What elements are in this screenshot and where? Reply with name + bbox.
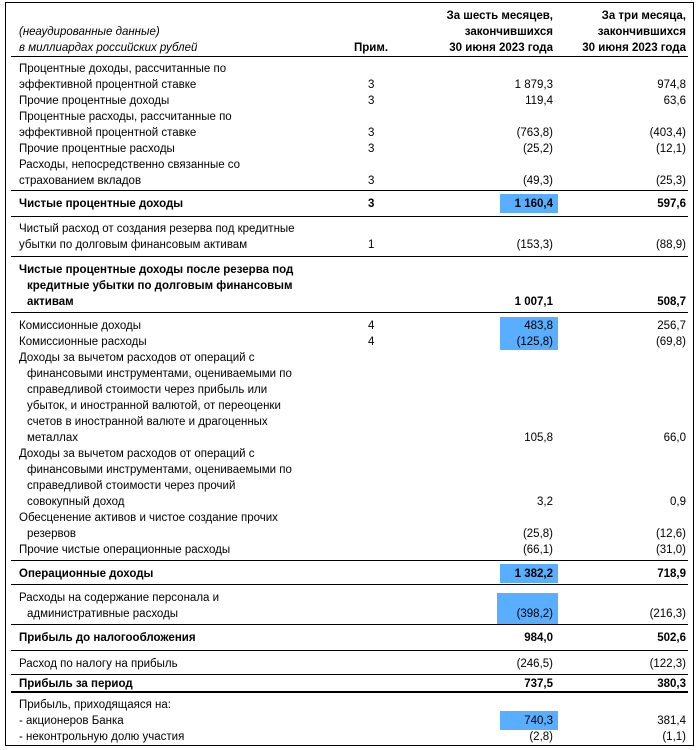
row-value-three-months: 380,3 bbox=[657, 678, 686, 690]
row-note: 4 bbox=[368, 336, 375, 348]
row-value-three-months: (403,4) bbox=[649, 127, 686, 139]
row-value-three-months: 66,0 bbox=[663, 432, 686, 444]
row-label: финансовыми инструментами, оцениваемыми по bbox=[27, 464, 292, 476]
row-value-three-months: 974,8 bbox=[657, 79, 686, 91]
row-note: 3 bbox=[368, 143, 375, 155]
row-note: 3 bbox=[368, 127, 375, 139]
row-label: резервов bbox=[27, 528, 76, 540]
separator bbox=[11, 190, 688, 191]
row-value-six-months: (49,3) bbox=[522, 175, 553, 187]
header-caption-unaudited: (неаудированные данные) bbox=[19, 26, 160, 38]
row-label: Чистые процентные доходы bbox=[19, 198, 184, 210]
row-label: Доходы за вычетом расходов от операций с bbox=[19, 352, 255, 364]
row-label: убытки по долговым финансовым активам bbox=[19, 239, 248, 251]
row-value-six-months: (66,1) bbox=[522, 544, 553, 556]
separator bbox=[11, 624, 688, 625]
row-value-three-months: (12,6) bbox=[655, 528, 686, 540]
row-value-six-months: (246,5) bbox=[516, 658, 553, 670]
row-label: убыток, и иностранной валютой, от переоценки bbox=[27, 400, 281, 412]
row-label: - неконтрольную долю участия bbox=[19, 731, 185, 743]
row-value-six-months: 1 382,2 bbox=[514, 568, 553, 580]
separator bbox=[11, 560, 688, 561]
row-label: металлах bbox=[27, 432, 79, 444]
row-value-six-months: (25,2) bbox=[522, 143, 553, 155]
separator bbox=[11, 674, 688, 675]
row-label: Прочие процентные доходы bbox=[19, 95, 170, 107]
row-value-six-months: 483,8 bbox=[524, 320, 553, 332]
row-label: справедливой стоимости через прочий bbox=[27, 480, 236, 492]
row-label: совокупный доход bbox=[27, 496, 125, 508]
row-label: - акционеров Банка bbox=[19, 715, 124, 727]
row-value-six-months: (125,8) bbox=[516, 336, 553, 348]
row-value-six-months: (25,8) bbox=[522, 528, 553, 540]
row-value-six-months: (763,8) bbox=[516, 127, 553, 139]
row-value-six-months: 1 007,1 bbox=[514, 296, 553, 308]
row-value-three-months: 0,9 bbox=[670, 496, 686, 508]
row-value-three-months: 256,7 bbox=[657, 320, 686, 332]
header-six-months-line1: За шесть месяцев, bbox=[446, 10, 553, 22]
row-label: Расход по налогу на прибыль bbox=[19, 658, 178, 670]
row-label: Расходы, непосредственно связанные со bbox=[19, 159, 241, 171]
row-value-six-months: (398,2) bbox=[516, 608, 553, 620]
row-label: кредитные убытки по долговым финансовым bbox=[27, 280, 293, 292]
row-value-three-months: 597,6 bbox=[657, 198, 686, 210]
row-label: Комиссионные расходы bbox=[19, 336, 147, 348]
row-value-six-months: 3,2 bbox=[537, 496, 553, 508]
row-label: Прочие процентные расходы bbox=[19, 143, 175, 155]
row-note: 3 bbox=[368, 198, 375, 210]
row-value-six-months: 1 160,4 bbox=[514, 198, 553, 210]
row-value-three-months: (12,1) bbox=[655, 143, 686, 155]
row-value-three-months: (25,3) bbox=[655, 175, 686, 187]
row-label: Чистый расход от создания резерва под кредитные bbox=[19, 223, 295, 235]
row-label: Процентные расходы, рассчитанные по bbox=[19, 111, 232, 123]
row-value-three-months: 508,7 bbox=[657, 296, 686, 308]
row-value-three-months: 718,9 bbox=[657, 568, 686, 580]
row-label: Прибыль за период bbox=[19, 678, 133, 690]
row-value-three-months: (216,3) bbox=[649, 608, 686, 620]
row-value-three-months: 63,6 bbox=[663, 95, 686, 107]
row-label: Операционные доходы bbox=[19, 568, 154, 580]
row-value-six-months: 984,0 bbox=[524, 632, 553, 644]
row-note: 3 bbox=[368, 95, 375, 107]
row-label: Обесценение активов и чистое создание прочих bbox=[19, 512, 278, 524]
row-label: справедливой стоимости через прибыль или bbox=[27, 384, 268, 396]
row-label: Чистые процентные доходы после резерва под bbox=[19, 264, 294, 276]
header-note-column: Прим. bbox=[354, 42, 389, 54]
separator bbox=[11, 650, 688, 651]
row-value-six-months: 1 879,3 bbox=[514, 79, 553, 91]
row-label: страхованием вкладов bbox=[19, 175, 142, 187]
separator bbox=[11, 584, 688, 585]
row-label: Комиссионные доходы bbox=[19, 320, 142, 332]
header-three-months-line1: За три месяца, bbox=[601, 10, 686, 22]
row-value-six-months: 105,8 bbox=[524, 432, 553, 444]
row-value-three-months: (88,9) bbox=[655, 239, 686, 251]
row-label: Прибыль, приходящаяся на: bbox=[19, 699, 171, 711]
row-note: 4 bbox=[368, 320, 375, 332]
row-label: эффективной процентной ставке bbox=[19, 79, 197, 91]
row-value-three-months: (1,1) bbox=[662, 731, 686, 743]
row-value-three-months: 381,4 bbox=[657, 715, 686, 727]
header-six-months-line2: закончившихся bbox=[464, 26, 553, 38]
row-note: 3 bbox=[368, 79, 375, 91]
row-value-three-months: (31,0) bbox=[655, 544, 686, 556]
header-six-months-line3: 30 июня 2023 года bbox=[449, 42, 553, 54]
separator bbox=[11, 256, 688, 257]
row-label: Доходы за вычетом расходов от операций с bbox=[19, 448, 255, 460]
row-value-six-months: (153,3) bbox=[516, 239, 553, 251]
header-caption-units: в миллиардах российских рублей bbox=[19, 42, 198, 54]
row-label: эффективной процентной ставке bbox=[19, 127, 197, 139]
row-label: Прибыль до налогообложения bbox=[19, 632, 196, 644]
header-three-months-line2: закончившихся bbox=[597, 26, 686, 38]
row-label: административные расходы bbox=[27, 608, 179, 620]
row-value-six-months: 737,5 bbox=[524, 678, 553, 690]
row-label: Прочие чистые операционные расходы bbox=[19, 544, 231, 556]
row-value-three-months: (122,3) bbox=[649, 658, 686, 670]
row-label: Процентные доходы, рассчитанные по bbox=[19, 63, 227, 75]
row-label: финансовыми инструментами, оцениваемыми по bbox=[27, 368, 292, 380]
row-note: 3 bbox=[368, 175, 375, 187]
row-value-six-months: 740,3 bbox=[524, 715, 553, 727]
header-three-months-line3: 30 июня 2023 года bbox=[582, 42, 686, 54]
separator bbox=[11, 312, 688, 313]
row-note: 1 bbox=[368, 239, 375, 251]
row-value-six-months: 119,4 bbox=[525, 95, 553, 107]
row-label: активам bbox=[27, 296, 74, 308]
row-label: Расходы на содержание персонала и bbox=[19, 592, 220, 604]
row-value-six-months: (2,8) bbox=[529, 731, 553, 743]
row-label: счетов в иностранной валюте и драгоценных bbox=[27, 416, 268, 428]
separator-header bbox=[11, 56, 688, 57]
row-value-three-months: 502,6 bbox=[657, 632, 686, 644]
row-value-three-months: (69,8) bbox=[655, 336, 686, 348]
separator bbox=[11, 216, 688, 217]
